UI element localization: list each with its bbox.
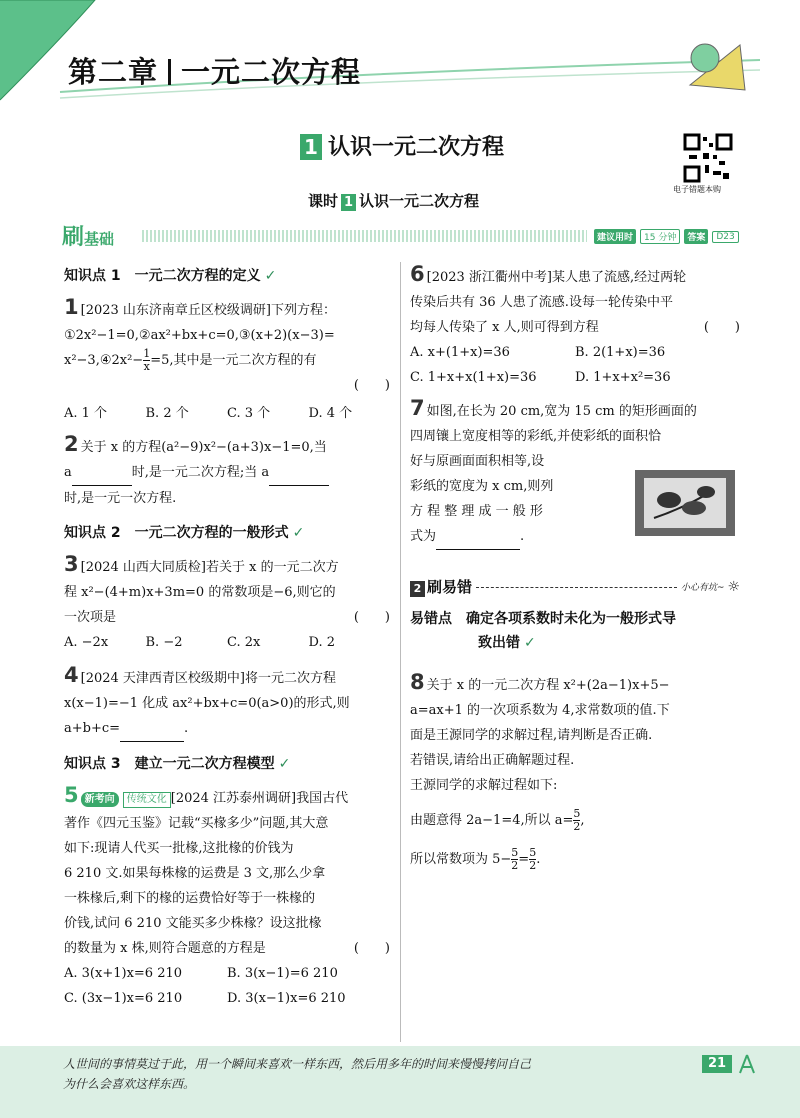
q8-solution-line: 所以常数项为 5− [410, 852, 512, 867]
framed-painting-figure [635, 470, 735, 536]
chapter-name: 一元二次方程 [181, 55, 362, 89]
option-d[interactable]: D. 3(x−1)x=6 210 [227, 991, 346, 1006]
q4-line: x(x−1)=−1 化成 ax²+bx+c=0(a>0)的形式,则 [64, 696, 350, 711]
lesson-title [308, 190, 479, 211]
q1-options [64, 401, 390, 426]
check-icon: ✓ [278, 756, 291, 772]
error-point-text: 致出错 [478, 635, 520, 651]
error-section-label: 2 刷易错 [410, 576, 472, 597]
q2-line: 关于 x 的方程(a²−9)x²−(a+3)x−1=0,当 [80, 440, 327, 455]
basic-label-main: 刷 [62, 225, 85, 250]
q6-line: [2023 浙江衢州中考]某人患了流感,经过两轮 [426, 270, 687, 285]
q3-line: [2024 山西大同质检]若关于 x 的一元二次方 [80, 560, 339, 575]
check-icon: ✓ [264, 268, 277, 284]
q4-line: [2024 天津西青区校级期中]将一元二次方程 [80, 671, 336, 686]
lesson-prefix: 课时 [308, 192, 339, 210]
error-point-text: 确定各项系数时未化为一般形式导 [466, 611, 676, 627]
question-1 [64, 295, 390, 426]
footer-quote-line: 为什么会喜欢这样东西。 [63, 1077, 196, 1091]
answer-blank[interactable] [120, 716, 184, 742]
question-8: 8 关于 x 的一元二次方程 x²+(2a−1)x+5− a=ax+1 的一次项系数为 4,求常数项的值.下 面是王源同学的求解过程,请判断是否正确. 若错误,请给出正确解题过程. 王源同学的求解过程如下: 由题意得 2a−1=4,所以 a= $\frac{5}{2}$ , 所以常数项为 5− $\frac{5}{2}$ = $\frac{5}{2}$ . [410, 670, 740, 872]
q8-line: 关于 x 的一元二次方程 x²+(2a−1)x+5− [426, 678, 670, 693]
question-number: 8 [410, 670, 425, 694]
q5-options [64, 986, 390, 1011]
time-value: 15 分钟 [640, 229, 680, 244]
q6-line: 均每人传染了 x 人,则可得到方程 [410, 320, 599, 335]
q8-line: 面是王源同学的求解过程,请判断是否正确. [410, 728, 653, 743]
answer-blank[interactable] [436, 524, 520, 550]
option-d[interactable]: D. 2 [308, 635, 335, 650]
error-prone-section [410, 576, 740, 655]
lesson-name: 认识一元二次方程 [359, 192, 480, 210]
time-tag [594, 229, 739, 244]
basic-label-sub: 基础 [84, 230, 115, 248]
footer-quote-line: 人世间的事情莫过于此，用一个瞬间来喜欢一样东西，然后用多年的时间来慢慢拷问自己 [63, 1057, 532, 1071]
new-trend-badge: 新考向 [81, 792, 119, 807]
answer-blank[interactable] [269, 460, 329, 486]
option-b[interactable]: B. −2 [145, 635, 183, 650]
q5-options [64, 961, 390, 986]
q7-line: 彩纸的宽度为 x cm,则列 [410, 479, 554, 494]
ruler-protractor-icon [690, 44, 745, 90]
q7-line: 方 程 整 理 成 一 般 形 [410, 504, 543, 519]
chapter-title [68, 50, 361, 91]
q7-line: 如图,在长为 20 cm,宽为 15 cm 的矩形画面的 [426, 404, 697, 419]
question-6 [410, 262, 740, 390]
q5-line: 的数量为 x 株,则符合题意的方程是 [64, 941, 266, 956]
q4-line: a+b+c= [64, 721, 121, 736]
error-tail-note: 小心有坑~ [680, 583, 725, 593]
q8-line: a=ax+1 的一次项系数为 4,求常数项的值.下 [410, 703, 670, 718]
option-a[interactable]: A. −2x [64, 635, 109, 650]
culture-badge: 传统文化 [123, 792, 171, 808]
option-b[interactable]: B. 2(1+x)=36 [575, 345, 666, 360]
question-number: 7 [410, 396, 425, 420]
q1-line: =5,其中是一元二次方程的有 [150, 353, 317, 368]
q3-options [64, 630, 390, 655]
q2-line: 时,是一元一次方程. [64, 491, 177, 506]
fraction: $\frac{1}{x}$ [143, 347, 151, 373]
fraction: $\frac{5}{2}$ [511, 846, 519, 872]
chapter-number: 第二章 [68, 55, 159, 89]
answer-label: 答案 [684, 229, 708, 244]
q5-line: 6 210 文.如果每株椽的运费是 3 文,那么少拿 [64, 866, 326, 881]
option-d[interactable]: D. 1+x+x²=36 [575, 370, 671, 385]
question-4: 4 [2024 天津西青区校级期中]将一元二次方程 x(x−1)=−1 化成 ax²+bx+c=0(a>0)的形式,则 a+b+c= . [64, 663, 390, 742]
question-number: 1 [64, 295, 79, 319]
section-title [300, 130, 504, 161]
option-a[interactable]: A. 1 个 [64, 406, 108, 421]
q1-line: x²−3,④2x²− [64, 353, 144, 368]
q8-solution-line: 由题意得 2a−1=4,所以 a= [410, 813, 574, 828]
option-c[interactable]: C. 3 个 [227, 406, 271, 421]
question-number: 5 [64, 783, 79, 807]
q5-line: 如下:现请人代买一批椽,这批椽的价钱为 [64, 841, 294, 856]
answer-blank[interactable] [72, 460, 132, 486]
option-d[interactable]: D. 4 个 [308, 406, 353, 421]
q1-line: [2023 山东济南章丘区校级调研]下列方程： [80, 303, 336, 318]
q7-line: 好与原画面面积相等,设 [410, 454, 545, 469]
sun-icon: ☼ [727, 578, 740, 595]
q5-line: 著作《四元玉鉴》记载“买椽多少”问题,其大意 [64, 816, 329, 831]
q2-line: 时,是一元二次方程;当 a [131, 465, 270, 480]
q8-line: 王源同学的求解过程如下: [410, 778, 558, 793]
answer-bracket[interactable]: ( ) [703, 320, 740, 335]
question-3 [64, 552, 390, 655]
question-number: 3 [64, 552, 79, 576]
time-label: 建议用时 [594, 229, 636, 244]
qr-caption: 电子错题本购 [673, 185, 721, 194]
q3-line: 程 x²−(4+m)x+3m=0 的常数项是−6,则它的 [64, 585, 336, 600]
q5-line: [2024 江苏泰州调研]我国古代 [170, 791, 349, 806]
section-name: 认识一元二次方程 [328, 135, 505, 160]
knowledge-point-1: 知识点 1 一元二次方程的定义 ✓ [64, 268, 277, 284]
option-c[interactable]: C. (3x−1)x=6 210 [64, 991, 183, 1006]
fraction: $\frac{5}{2}$ [529, 846, 537, 872]
knowledge-point-2: 知识点 2 一元二次方程的一般形式 ✓ [64, 525, 305, 541]
q7-line: 四周镶上宽度相等的彩纸,并使彩纸的面积恰 [410, 429, 662, 444]
q6-line: 传染后共有 36 人患了流感.设每一轮传染中平 [410, 295, 673, 310]
q5-line: 价钱,试问 6 210 文能买多少株椽？设这批椽 [64, 916, 322, 931]
compass-icon [736, 1053, 758, 1075]
answer-page: D23 [712, 231, 738, 243]
option-b[interactable]: B. 2 个 [145, 406, 189, 421]
check-icon: ✓ [292, 525, 305, 541]
q6-options [410, 365, 740, 390]
left-column [64, 264, 390, 1011]
section-number: 1 [300, 134, 322, 160]
option-b[interactable]: B. 3(x−1)=6 210 [227, 966, 338, 981]
question-2 [64, 432, 390, 511]
question-5 [64, 783, 390, 1011]
q5-line: 一株椽后,剩下的椽的运费恰好等于一株椽的 [64, 891, 316, 906]
question-number: 4 [64, 663, 79, 687]
leaf-branch-icon [644, 478, 726, 528]
dashed-line [476, 586, 677, 588]
q2-line: a [64, 465, 72, 480]
check-icon: ✓ [524, 635, 536, 651]
question-number: 2 [64, 432, 79, 456]
answer-bracket[interactable]: ( ) [353, 378, 390, 393]
answer-bracket[interactable]: ( ) [353, 941, 390, 956]
error-point-label: 易错点 [410, 611, 452, 627]
footer-quote [63, 1054, 693, 1094]
q8-solution-line: = [518, 852, 530, 867]
fraction: $\frac{5}{2}$ [573, 807, 581, 833]
column-divider [400, 262, 401, 1042]
q8-line: 若错误,请给出正确解题过程. [410, 753, 575, 768]
qr-code-icon[interactable] [683, 133, 733, 183]
section-stripes [142, 230, 587, 242]
answer-bracket[interactable]: ( ) [353, 610, 390, 625]
option-a[interactable]: A. x+(1+x)=36 [410, 345, 510, 360]
option-c[interactable]: C. 2x [227, 635, 261, 650]
option-a[interactable]: A. 3(x+1)x=6 210 [64, 966, 183, 981]
knowledge-point-3: 知识点 3 建立一元二次方程模型 ✓ [64, 756, 291, 772]
error-point [410, 607, 740, 655]
option-c[interactable]: C. 1+x+x(1+x)=36 [410, 370, 537, 385]
basic-section-label [62, 220, 114, 251]
q3-line: 一次项是 [64, 610, 117, 625]
q1-line: ①2x²−1=0,②ax²+bx+c=0,③(x+2)(x−3)= [64, 328, 335, 343]
q7-line: 式为 [410, 529, 437, 544]
page-number: 21 [702, 1055, 732, 1073]
lesson-number: 1 [341, 194, 356, 211]
question-7: 7 如图,在长为 20 cm,宽为 15 cm 的矩形画面的 四周镶上宽度相等的彩纸,并使彩纸的面积恰 好与原画面面积相等,设 彩纸的宽度为 x cm,则列 方 程 整 理 成 一 般 形 式为 . [410, 396, 740, 550]
question-number: 6 [410, 262, 425, 286]
q6-options [410, 340, 740, 365]
